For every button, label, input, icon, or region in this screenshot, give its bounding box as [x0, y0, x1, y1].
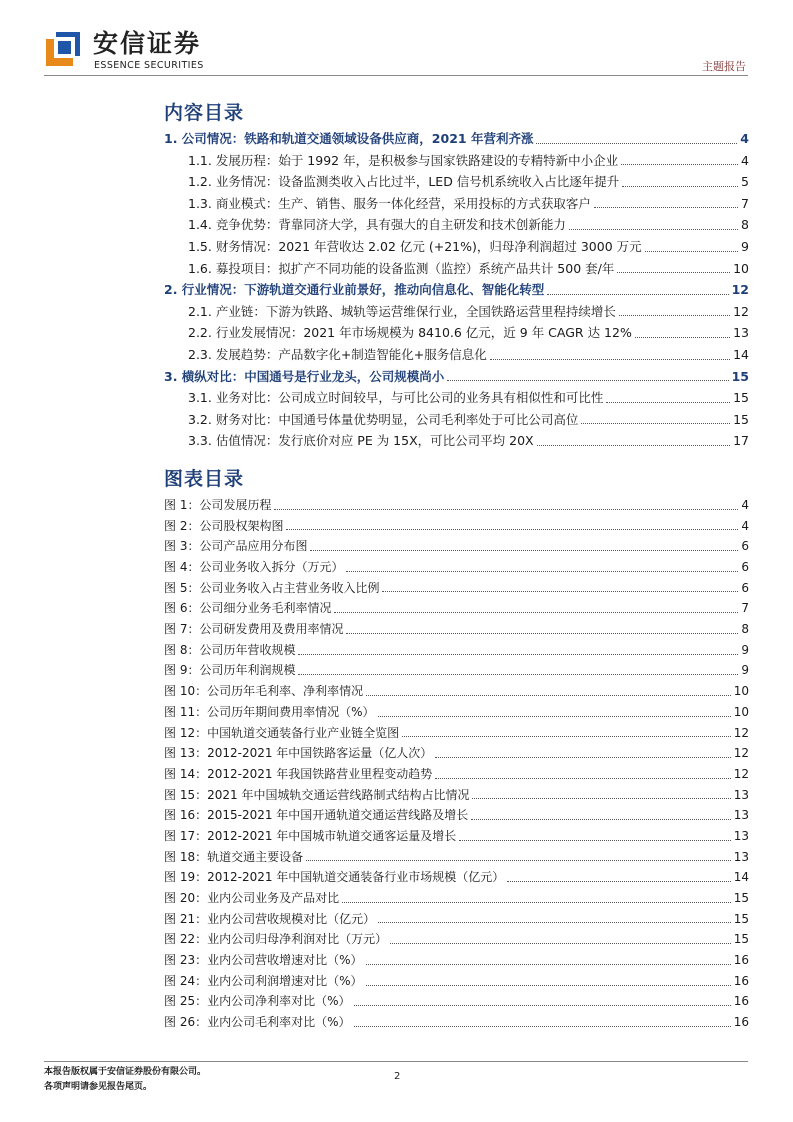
dot-leader — [621, 164, 738, 165]
toc-entry[interactable] — [164, 301, 749, 323]
entry-title: 图 19：2012-2021 年中国轨道交通装备行业市场规模（亿元） — [164, 870, 505, 885]
entry-page-number: 12 — [733, 746, 749, 761]
figure-entry[interactable] — [164, 578, 749, 599]
dot-leader — [306, 860, 731, 861]
entry-title: 3.3. 估值情况：发行底价对应 PE 为 15X，可比公司平均 20X — [188, 433, 534, 449]
entry-title: 图 24：业内公司利润增速对比（%） — [164, 973, 363, 988]
entry-page-number: 10 — [733, 684, 749, 699]
toc-entry[interactable] — [164, 258, 749, 280]
footer-divider — [44, 1061, 748, 1062]
entry-title: 图 22：业内公司归母净利润对比（万元） — [164, 932, 388, 947]
brand-name-cn: 安信证券 — [93, 29, 202, 58]
entry-page-number: 10 — [733, 704, 749, 719]
dot-leader — [298, 654, 738, 655]
figure-entry[interactable] — [164, 661, 749, 682]
entry-page-number: 14 — [733, 870, 749, 885]
entry-title: 图 17：2012-2021 年中国城市轨道交通客运量及增长 — [164, 828, 457, 843]
dot-leader — [382, 591, 738, 592]
dot-leader — [471, 819, 730, 820]
entry-page-number: 14 — [733, 346, 749, 362]
entry-title: 3. 横纵对比：中国通号是行业龙头，公司规模尚小 — [164, 368, 445, 384]
figure-list — [164, 495, 749, 1033]
entry-page-number: 5 — [741, 174, 749, 190]
dot-leader — [490, 359, 730, 360]
figure-entry[interactable] — [164, 536, 749, 557]
entry-title: 图 15：2021 年中国城轨交通运营线路制式结构占比情况 — [164, 787, 470, 802]
dot-leader — [537, 445, 730, 446]
figure-list-title: 图表目录 — [164, 468, 245, 490]
dot-leader — [635, 337, 730, 338]
footer-copyright: 本报告版权属于安信证券股份有限公司。 — [44, 1067, 207, 1077]
dot-leader — [366, 695, 731, 696]
dot-leader — [447, 380, 728, 381]
figure-entry[interactable] — [164, 619, 749, 640]
entry-title: 图 26：业内公司毛利率对比（%） — [164, 1015, 351, 1030]
entry-title: 图 8：公司历年营收规模 — [164, 642, 296, 657]
figure-entry[interactable] — [164, 598, 749, 619]
dot-leader — [569, 229, 738, 230]
entry-title: 图 16：2015-2021 年中国开通轨道交通运营线路及增长 — [164, 808, 469, 823]
entry-page-number: 8 — [741, 622, 749, 637]
entry-title: 图 18：轨道交通主要设备 — [164, 849, 304, 864]
document-type-label: 主题报告 — [702, 60, 746, 73]
brand-name-en: ESSENCE SECURITIES — [94, 60, 204, 71]
dot-leader — [435, 778, 730, 779]
dot-leader — [402, 736, 731, 737]
dot-leader — [346, 633, 738, 634]
figure-entry[interactable] — [164, 909, 749, 930]
toc-entry[interactable] — [164, 387, 749, 409]
dot-leader — [594, 207, 738, 208]
entry-page-number: 6 — [741, 560, 749, 575]
footer-disclaimer: 各项声明请参见报告尾页。 — [44, 1082, 153, 1092]
dot-leader — [366, 985, 731, 986]
entry-title: 图 14：2012-2021 年我国铁路营业里程变动趋势 — [164, 766, 433, 781]
entry-title: 1.3. 商业模式：生产、销售、服务一体化经营，采用投标的方式获取客户 — [188, 195, 591, 211]
figure-entry[interactable] — [164, 805, 749, 826]
entry-title: 图 20：业内公司业务及产品对比 — [164, 891, 340, 906]
entry-page-number: 15 — [733, 932, 749, 947]
entry-page-number: 15 — [733, 390, 749, 406]
dot-leader — [342, 902, 731, 903]
dot-leader — [298, 674, 738, 675]
dot-leader — [310, 550, 738, 551]
dot-leader — [547, 294, 728, 295]
dot-leader — [617, 272, 730, 273]
entry-title: 图 10：公司历年毛利率、净利率情况 — [164, 684, 364, 699]
toc-entry[interactable] — [164, 344, 749, 366]
figure-entry[interactable] — [164, 929, 749, 950]
figure-entry[interactable] — [164, 1012, 749, 1033]
entry-title: 图 6：公司细分业务毛利率情况 — [164, 601, 332, 616]
entry-page-number: 10 — [733, 260, 749, 276]
entry-page-number: 16 — [733, 973, 749, 988]
dot-leader — [286, 529, 738, 530]
entry-page-number: 15 — [731, 368, 749, 384]
entry-page-number: 16 — [733, 1015, 749, 1030]
figure-entry[interactable] — [164, 847, 749, 868]
entry-page-number: 6 — [741, 539, 749, 554]
entry-title: 图 21：业内公司营收规模对比（亿元） — [164, 911, 376, 926]
dot-leader — [354, 1005, 731, 1006]
figure-entry[interactable] — [164, 867, 749, 888]
dot-leader — [536, 143, 737, 144]
dot-leader — [581, 423, 730, 424]
entry-title: 图 9：公司历年利润规模 — [164, 663, 296, 678]
entry-page-number: 15 — [733, 411, 749, 427]
dot-leader — [622, 186, 738, 187]
entry-page-number: 9 — [741, 663, 749, 678]
entry-page-number: 13 — [733, 808, 749, 823]
toc-entry[interactable] — [164, 150, 749, 172]
entry-title: 图 13：2012-2021 年中国铁路客运量（亿人次） — [164, 746, 433, 761]
dot-leader — [606, 402, 730, 403]
entry-page-number: 16 — [733, 994, 749, 1009]
entry-title: 1.4. 竞争优势：背靠同济大学，具有强大的自主研发和技术创新能力 — [188, 217, 566, 233]
figure-entry[interactable] — [164, 557, 749, 578]
toc-entry[interactable] — [164, 214, 749, 236]
toc-entry[interactable] — [164, 322, 749, 344]
entry-page-number: 7 — [741, 195, 749, 211]
entry-page-number: 13 — [733, 325, 749, 341]
toc-entry[interactable] — [164, 128, 749, 150]
entry-title: 1.1. 发展历程：始于 1992 年，是积极参与国家铁路建设的专精特新中小企业 — [188, 152, 619, 168]
entry-title: 图 1：公司发展历程 — [164, 497, 272, 512]
entry-page-number: 4 — [741, 518, 749, 533]
toc-title: 内容目录 — [164, 102, 245, 124]
figure-entry[interactable] — [164, 743, 749, 764]
entry-page-number: 8 — [741, 217, 749, 233]
entry-page-number: 12 — [733, 303, 749, 319]
entry-title: 2.3. 发展趋势：产品数字化+制造智能化+服务信息化 — [188, 346, 487, 362]
figure-entry[interactable] — [164, 681, 749, 702]
entry-page-number: 4 — [741, 497, 749, 512]
figure-entry[interactable] — [164, 516, 749, 537]
figure-entry[interactable] — [164, 992, 749, 1013]
dot-leader — [346, 571, 738, 572]
entry-page-number: 12 — [731, 282, 749, 298]
figure-entry[interactable] — [164, 785, 749, 806]
toc-entry[interactable] — [164, 236, 749, 258]
entry-title: 1.5. 财务情况：2021 年营收达 2.02 亿元 (+21%)，归母净利润超过 3000 万元 — [188, 238, 642, 254]
figure-entry[interactable] — [164, 702, 749, 723]
dot-leader — [334, 612, 738, 613]
entry-page-number: 7 — [741, 601, 749, 616]
entry-title: 图 11：公司历年期间费用率情况（%） — [164, 704, 375, 719]
entry-title: 1. 公司情况：铁路和轨道交通领域设备供应商，2021 年营利齐涨 — [164, 131, 534, 146]
toc-entry[interactable] — [164, 366, 749, 388]
brand-logo-icon — [44, 30, 82, 68]
toc-entry[interactable] — [164, 279, 749, 301]
entry-page-number: 9 — [741, 238, 749, 254]
figure-entry[interactable] — [164, 723, 749, 744]
figure-entry[interactable] — [164, 971, 749, 992]
entry-page-number: 4 — [741, 152, 749, 168]
entry-page-number: 15 — [733, 891, 749, 906]
entry-page-number: 15 — [733, 911, 749, 926]
header-divider — [44, 75, 748, 76]
entry-title: 3.1. 业务对比：公司成立时间较早，与可比公司的业务具有相似性和可比性 — [188, 390, 604, 406]
dot-leader — [435, 757, 730, 758]
entry-page-number: 6 — [741, 580, 749, 595]
page-number: 2 — [394, 1071, 401, 1082]
entry-title: 图 5：公司业务收入占主营业务收入比例 — [164, 580, 380, 595]
entry-page-number: 12 — [733, 766, 749, 781]
figure-entry[interactable] — [164, 640, 749, 661]
entry-title: 3.2. 财务对比：中国通号体量优势明显，公司毛利率处于可比公司高位 — [188, 411, 579, 427]
entry-page-number: 4 — [740, 131, 749, 146]
entry-title: 图 25：业内公司净利率对比（%） — [164, 994, 351, 1009]
dot-leader — [378, 716, 731, 717]
toc-entry[interactable] — [164, 193, 749, 215]
entry-title: 图 7：公司研发费用及费用率情况 — [164, 622, 344, 637]
entry-page-number: 13 — [733, 787, 749, 802]
entry-title: 图 3：公司产品应用分布图 — [164, 539, 308, 554]
toc-list — [164, 128, 749, 452]
dot-leader — [274, 509, 738, 510]
dot-leader — [619, 315, 730, 316]
figure-entry[interactable] — [164, 495, 749, 516]
entry-title: 图 12：中国轨道交通装备行业产业链全览图 — [164, 725, 400, 740]
entry-page-number: 16 — [733, 953, 749, 968]
figure-entry[interactable] — [164, 764, 749, 785]
entry-title: 图 23：业内公司营收增速对比（%） — [164, 953, 363, 968]
entry-title: 2. 行业情况：下游轨道交通行业前景好，推动向信息化、智能化转型 — [164, 282, 545, 298]
toc-entry[interactable] — [164, 430, 749, 452]
figure-entry[interactable] — [164, 826, 749, 847]
entry-title: 2.2. 行业发展情况：2021 年市场规模为 8410.6 亿元，近 9 年 CAGR 达 12% — [188, 325, 632, 341]
entry-page-number: 9 — [741, 642, 749, 657]
entry-title: 图 2：公司股权架构图 — [164, 518, 284, 533]
entry-page-number: 12 — [733, 725, 749, 740]
dot-leader — [378, 922, 731, 923]
entry-title: 2.1. 产业链：下游为铁路、城轨等运营维保行业，全国铁路运营里程持续增长 — [188, 303, 616, 319]
dot-leader — [507, 881, 730, 882]
dot-leader — [472, 798, 730, 799]
entry-page-number: 13 — [733, 828, 749, 843]
figure-entry[interactable] — [164, 950, 749, 971]
entry-page-number: 17 — [733, 433, 749, 449]
toc-entry[interactable] — [164, 171, 749, 193]
entry-page-number: 13 — [733, 849, 749, 864]
figure-entry[interactable] — [164, 888, 749, 909]
entry-title: 图 4：公司业务收入拆分（万元） — [164, 560, 344, 575]
entry-title: 1.6. 募投项目：拟扩产不同功能的设备监测（监控）系统产品共计 500 套/年 — [188, 260, 615, 276]
dot-leader — [459, 840, 730, 841]
entry-title: 1.2. 业务情况：设备监测类收入占比过半，LED 信号机系统收入占比逐年提升 — [188, 174, 620, 190]
dot-leader — [645, 251, 738, 252]
dot-leader — [390, 943, 731, 944]
dot-leader — [366, 964, 731, 965]
dot-leader — [354, 1026, 731, 1027]
toc-entry[interactable] — [164, 409, 749, 431]
